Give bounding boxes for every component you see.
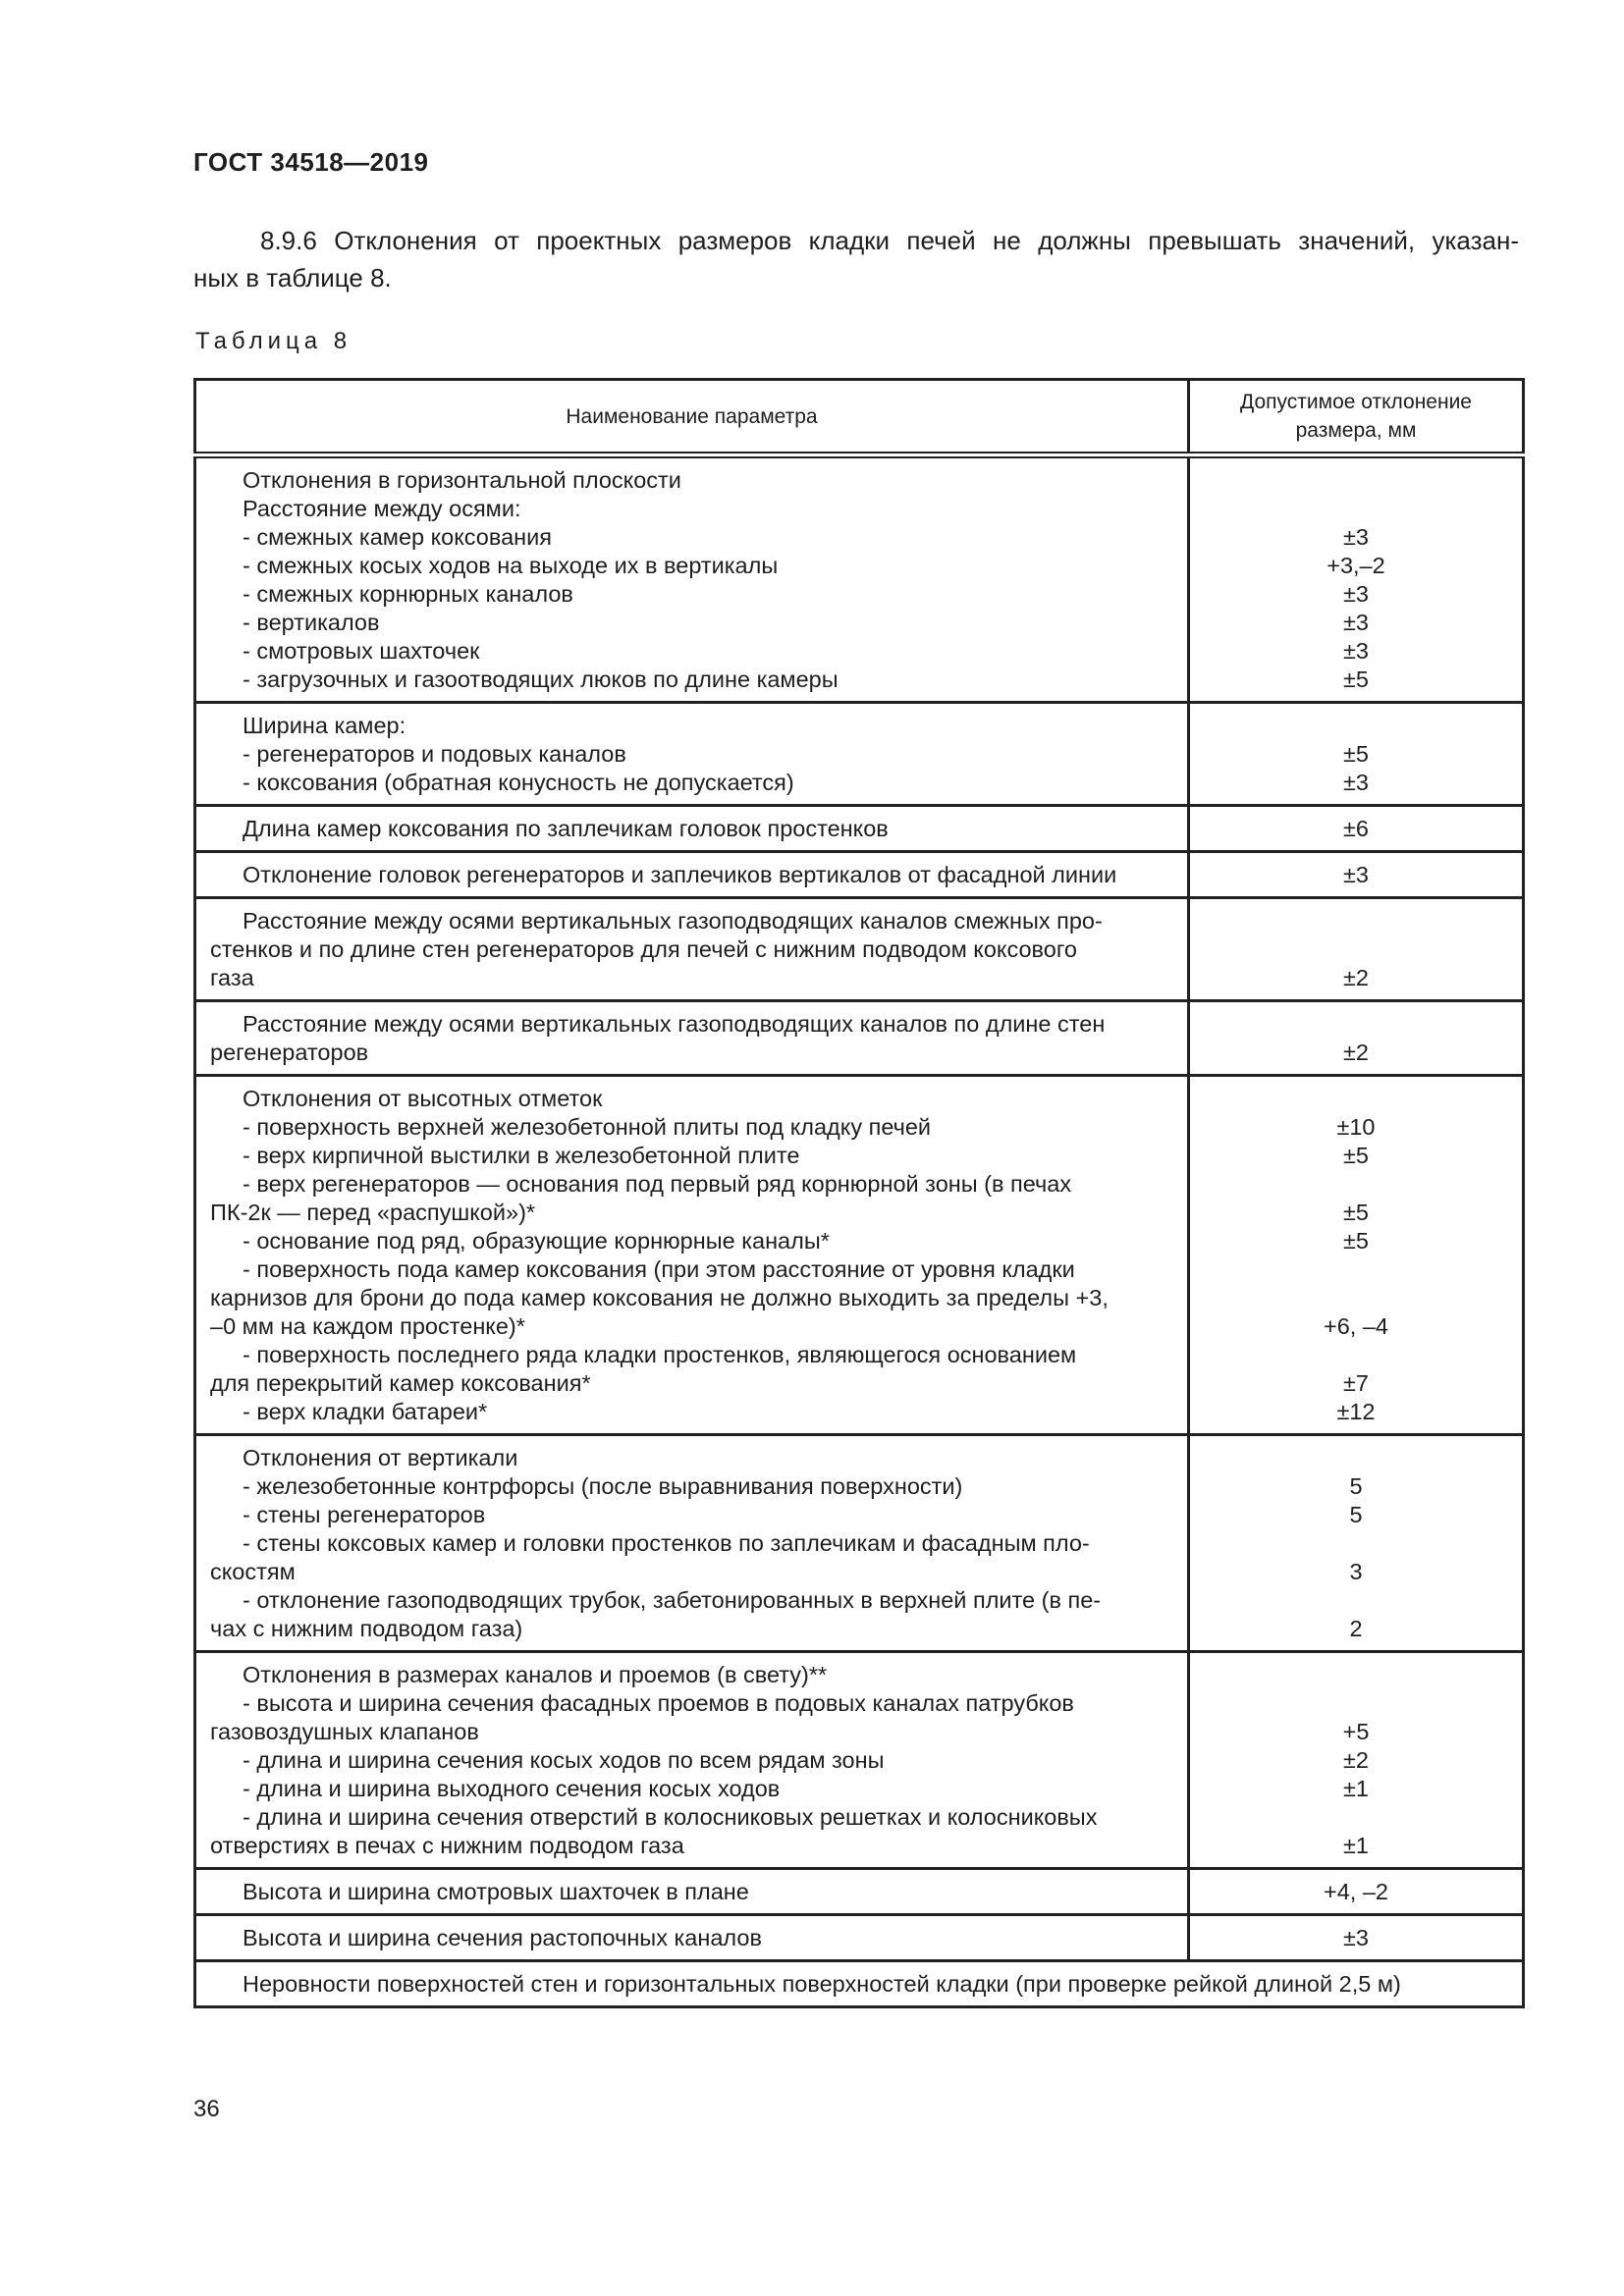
table-row xyxy=(195,703,1524,806)
deviation-value: ±1 xyxy=(1343,1776,1369,1801)
parameter-cell xyxy=(195,455,1189,703)
document-header: ГОСТ 34518—2019 xyxy=(193,147,429,177)
deviation-value: ±2 xyxy=(1343,1747,1369,1773)
row-text: - поверхность верхней железобетонной плиты под кладку печей xyxy=(243,1114,932,1140)
deviation-value: ±3 xyxy=(1343,770,1369,795)
deviation-cell xyxy=(1189,1001,1524,1076)
row-text: - регенераторов и подовых каналов xyxy=(243,741,626,767)
row-text: - верх кирпичной выстилки в железобетонной плите xyxy=(243,1143,800,1168)
deviation-value: ±5 xyxy=(1343,667,1369,692)
row-text: - смежных корнюрных каналов xyxy=(243,581,573,607)
deviation-value: ±5 xyxy=(1343,1228,1369,1254)
row-text: Расстояние между осями вертикальных газоподводящих каналов по длине стен xyxy=(243,1011,1106,1037)
row-text: - высота и ширина сечения фасадных проемов в подовых каналах патрубков xyxy=(243,1690,1074,1716)
deviation-cell: +4, –2 xyxy=(1189,1869,1524,1915)
table-row xyxy=(195,1435,1524,1652)
column-header-deviation-line1: Допустимое отклонение xyxy=(1240,391,1472,413)
parameter-cell: Высота и ширина сечения растопочных каналов xyxy=(195,1915,1189,1961)
deviation-value: ±10 xyxy=(1336,1114,1376,1140)
deviation-cell: ±3 xyxy=(1189,1915,1524,1961)
deviation-value: ±7 xyxy=(1343,1370,1369,1396)
parameter-cell xyxy=(195,1001,1189,1076)
parameter-cell xyxy=(195,898,1189,1001)
deviation-cell xyxy=(1189,703,1524,806)
table-row xyxy=(195,852,1524,898)
deviation-value: 5 xyxy=(1349,1473,1363,1499)
deviation-cell: ±3 xyxy=(1189,852,1524,898)
row-text: - стены регенераторов xyxy=(243,1502,486,1527)
deviation-cell xyxy=(1189,898,1524,1001)
table-caption: Таблица 8 xyxy=(195,328,352,354)
deviation-value: ±3 xyxy=(1343,638,1369,664)
row-text: - коксования (обратная конусность не допускается) xyxy=(243,770,794,795)
table-row xyxy=(195,1001,1524,1076)
parameter-cell: Высота и ширина смотровых шахточек в плане xyxy=(195,1869,1189,1915)
row-text: –0 мм на каждом простенке)* xyxy=(210,1313,525,1339)
table-row xyxy=(195,1652,1524,1869)
parameter-cell-full: Неровности поверхностей стен и горизонтальных поверхностей кладки (при проверке рейкой длиной 2,5 м) xyxy=(195,1961,1524,2007)
page-number: 36 xyxy=(193,2096,220,2122)
column-header-parameter: Наименование параметра xyxy=(195,380,1189,455)
parameter-cell xyxy=(195,1652,1189,1869)
row-text: - загрузочных и газоотводящих люков по длине камеры xyxy=(243,667,839,692)
row-text: Расстояние между осями: xyxy=(243,496,521,521)
row-text: чах с нижним подводом газа) xyxy=(210,1616,523,1641)
row-text: - верх регенераторов — основания под первый ряд корнюрной зоны (в печах xyxy=(243,1171,1072,1197)
row-text: - железобетонные контрфорсы (после выравнивания поверхности) xyxy=(243,1473,963,1499)
row-text: Ширина камер: xyxy=(243,713,406,738)
row-text: - отклонение газоподводящих трубок, забетонированных в верхней плите (в пе- xyxy=(243,1587,1102,1613)
deviations-table xyxy=(193,378,1525,2008)
intro-line-1: 8.9.6 Отклонения от проектных размеров кладки печей не должны превышать значений, указан- xyxy=(260,226,1519,255)
row-text: Отклонения от высотных отметок xyxy=(243,1086,603,1111)
table-row xyxy=(195,806,1524,852)
deviation-value: ±5 xyxy=(1343,1200,1369,1225)
row-text: Отклонения в размерах каналов и проемов (в свету)** xyxy=(243,1662,828,1687)
row-text: - смежных камер коксования xyxy=(243,524,552,550)
row-text: Отклонения от вертикали xyxy=(243,1445,518,1470)
table-row xyxy=(195,1869,1524,1915)
table-row xyxy=(195,455,1524,703)
deviation-value: 3 xyxy=(1349,1559,1363,1584)
column-header-deviation xyxy=(1189,380,1524,455)
deviation-value: ±12 xyxy=(1336,1399,1376,1424)
parameter-cell xyxy=(195,1076,1189,1435)
deviation-value: ±3 xyxy=(1343,610,1369,635)
row-text: - верх кладки батареи* xyxy=(243,1399,488,1424)
intro-line-2: ных в таблице 8. xyxy=(193,263,392,293)
deviation-cell xyxy=(1189,1435,1524,1652)
deviation-cell xyxy=(1189,1076,1524,1435)
parameter-cell xyxy=(195,1435,1189,1652)
deviation-value: ±3 xyxy=(1343,581,1369,607)
deviation-value: +5 xyxy=(1342,1719,1370,1744)
row-text: - основание под ряд, образующие корнюрные каналы* xyxy=(243,1228,830,1254)
deviation-value: +6, –4 xyxy=(1324,1313,1388,1339)
deviation-value: ±1 xyxy=(1343,1833,1369,1858)
column-header-deviation-line2: размера, мм xyxy=(1295,419,1417,442)
deviation-value: ±5 xyxy=(1343,1143,1369,1168)
row-text: для перекрытий камер коксования* xyxy=(210,1370,591,1396)
row-text: - поверхность последнего ряда кладки простенков, являющегося основанием xyxy=(243,1342,1077,1367)
row-text: - смежных косых ходов на выходе их в вертикалы xyxy=(243,553,779,578)
deviation-cell xyxy=(1189,1652,1524,1869)
table-header-row xyxy=(195,380,1524,455)
deviation-value: 5 xyxy=(1349,1502,1363,1527)
row-text: Отклонения в горизонтальной плоскости xyxy=(243,467,681,493)
row-text: - длина и ширина сечения отверстий в колосниковых решетках и колосниковых xyxy=(243,1804,1098,1830)
parameter-cell: Длина камер коксования по заплечикам головок простенков xyxy=(195,806,1189,852)
row-text: - стены коксовых камер и головки простенков по заплечикам и фасадным пло- xyxy=(243,1530,1090,1556)
intro-paragraph xyxy=(193,222,1519,296)
parameter-cell xyxy=(195,703,1189,806)
row-text: скостям xyxy=(210,1559,296,1584)
table-row xyxy=(195,898,1524,1001)
row-text: карнизов для брони до пода камер коксования не должно выходить за пределы +3, xyxy=(210,1285,1109,1310)
row-text: ПК-2к — перед «распушкой»)* xyxy=(210,1200,536,1225)
deviation-value: +3,–2 xyxy=(1326,553,1385,578)
deviation-value: ±5 xyxy=(1343,741,1369,767)
deviation-cell xyxy=(1189,455,1524,703)
row-text: - длина и ширина сечения косых ходов по всем рядам зоны xyxy=(243,1747,885,1773)
row-text: газовоздушных клапанов xyxy=(210,1719,479,1744)
deviation-value: ±3 xyxy=(1343,524,1369,550)
table-row xyxy=(195,1961,1524,2007)
row-text: - длина и ширина выходного сечения косых ходов xyxy=(243,1776,781,1801)
row-text: газа xyxy=(210,965,254,990)
row-text: отверстиях в печах с нижним подводом газа xyxy=(210,1833,684,1858)
row-text: Расстояние между осями вертикальных газоподводящих каналов смежных про- xyxy=(243,908,1103,934)
table-row xyxy=(195,1076,1524,1435)
row-text: стенков и по длине стен регенераторов для печей с нижним подводом коксового xyxy=(210,936,1077,962)
deviation-cell: ±6 xyxy=(1189,806,1524,852)
deviation-value: 2 xyxy=(1349,1616,1363,1641)
row-text: регенераторов xyxy=(210,1040,369,1065)
row-text: - поверхность пода камер коксования (при этом расстояние от уровня кладки xyxy=(243,1256,1075,1282)
row-text: - вертикалов xyxy=(243,610,380,635)
row-text: - смотровых шахточек xyxy=(243,638,480,664)
deviation-value: ±2 xyxy=(1343,965,1369,990)
table-row xyxy=(195,1915,1524,1961)
parameter-cell: Отклонение головок регенераторов и заплечиков вертикалов от фасадной линии xyxy=(195,852,1189,898)
deviation-value: ±2 xyxy=(1343,1040,1369,1065)
